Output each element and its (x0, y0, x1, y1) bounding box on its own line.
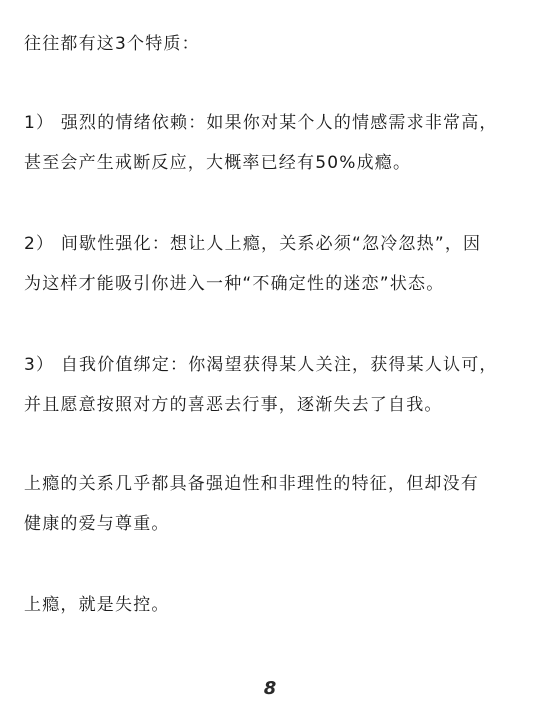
trait-item-1 (24, 103, 524, 183)
summary-line-2: 健康的爱与尊重。 (24, 514, 170, 534)
trait-item-3 (24, 345, 524, 425)
intro-text (24, 24, 524, 64)
summary-line-1: 上瘾的关系几乎都具备强迫性和非理性的特征，但却没有 (24, 474, 479, 494)
conclusion-line: 上瘾，就是失控。 (24, 595, 170, 615)
trait-item-2 (24, 224, 524, 304)
trait-1-line-1: 1） 强烈的情绪依赖：如果你对某个人的情感需求非常高， (24, 113, 498, 133)
trait-3-line-1: 3） 自我价值绑定：你渴望获得某人关注，获得某人认可， (24, 355, 498, 375)
intro-line: 往往都有这3个特质： (24, 34, 200, 54)
trait-1-line-2: 甚至会产生戒断反应，大概率已经有50%成瘾。 (24, 153, 412, 173)
trait-2-line-1: 2） 间歇性强化：想让人上瘾，关系必须“忽冷忽热”，因 (24, 234, 482, 254)
summary-paragraph (24, 464, 524, 544)
trait-2-line-2: 为这样才能吸引你进入一种“不确定性的迷恋”状态。 (24, 274, 445, 294)
conclusion-paragraph (24, 585, 524, 625)
trait-3-line-2: 并且愿意按照对方的喜恶去行事，逐渐失去了自我。 (24, 395, 443, 415)
page-number: 8 (263, 678, 277, 699)
